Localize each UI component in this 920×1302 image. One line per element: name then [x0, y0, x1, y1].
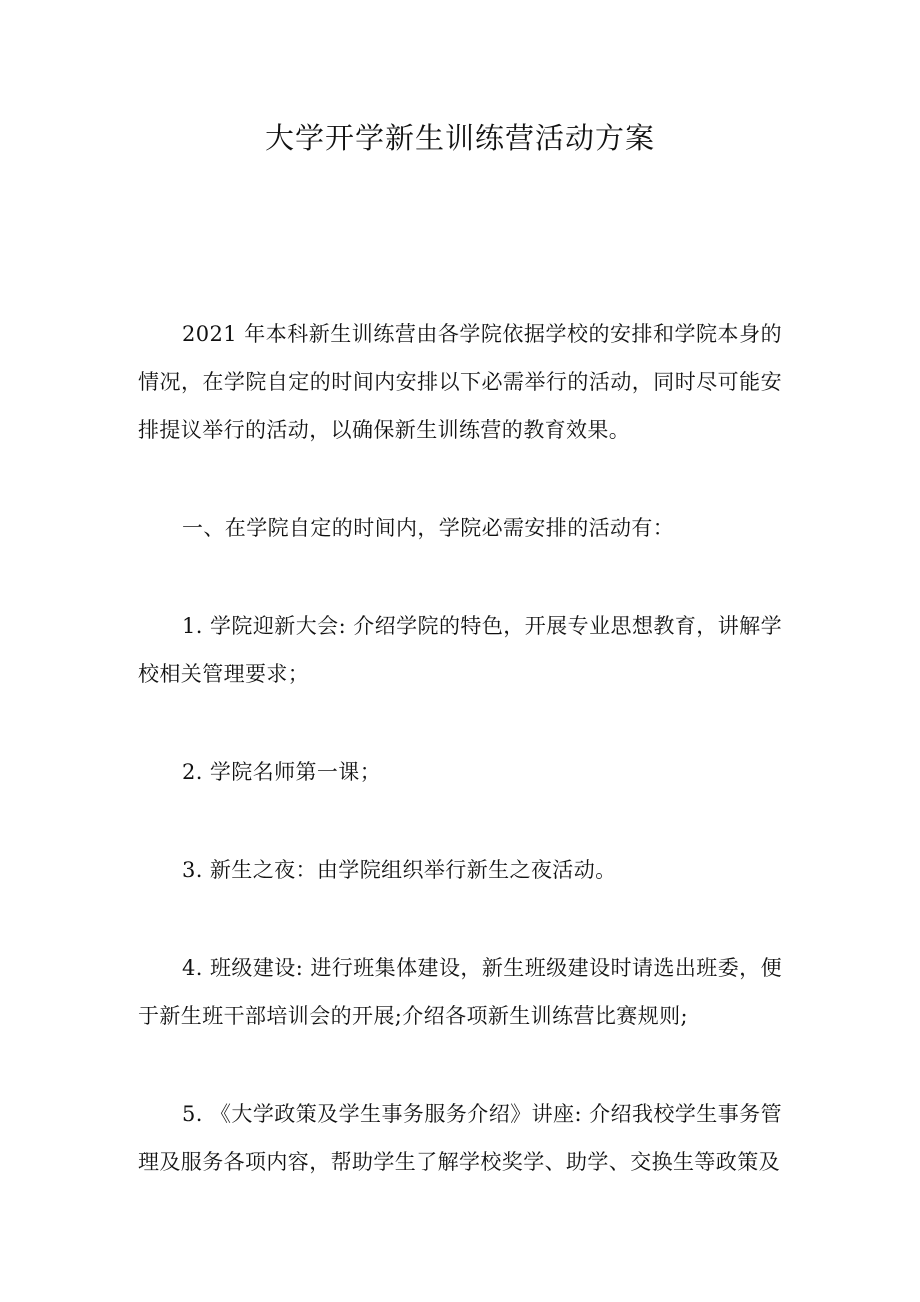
document-body — [138, 310, 782, 1186]
list-item: 2. 学院名师第一课； — [182, 760, 382, 784]
document-title: 大学开学新生训练营活动方案 — [264, 121, 655, 155]
intro-paragraph: 2021 年本科新生训练营由各学院依据学校的安排和学院本身的情况，在学院自定的时间内安排以下必需举行的活动，同时尽可能安排提议举行的活动，以确保新生训练营的教育效果。 — [138, 322, 782, 442]
list-item: 3. 新生之夜：由学院组织举行新生之夜活动。 — [182, 858, 617, 882]
section-heading: 一、在学院自定的时间内，学院必需安排的活动有： — [182, 516, 675, 540]
list-item: 1. 学院迎新大会: 介绍学院的特色，开展专业思想教育，讲解学校相关管理要求； — [138, 614, 782, 686]
list-item: 4. 班级建设: 进行班集体建设，新生班级建设时请选出班委，便于新生班干部培训会的开展;介绍各项新生训练营比赛规则; — [138, 956, 782, 1028]
list-item: 5. 《大学政策及学生事务服务介绍》讲座: 介绍我校学生事务管理及服务各项内容，帮助学生了解学校奖学、助学、交换生等政策及 — [138, 1102, 782, 1174]
